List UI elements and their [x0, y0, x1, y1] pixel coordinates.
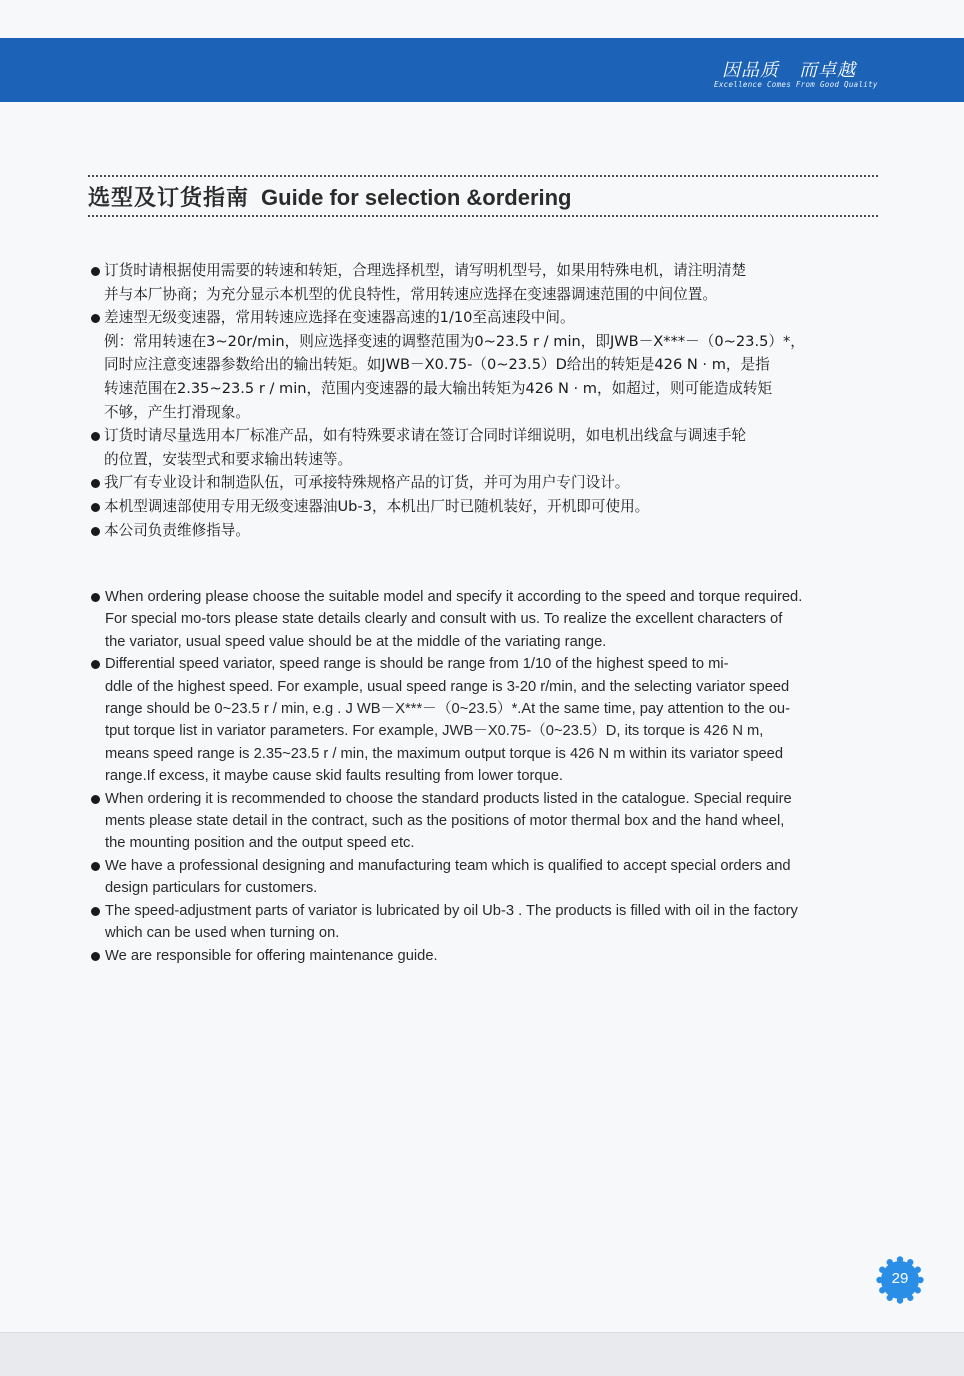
header-slogan-cn: 因品质 而卓越 — [722, 60, 857, 81]
en-guide-line: ments please state detail in the contract, such as the positions of motor thermal box and the hand wheel, — [105, 813, 785, 830]
en-guide-item — [90, 855, 905, 900]
cn-guide-line: 差速型无级变速器，常用转速应选择在变速器高速的1/10至高速段中间。 — [104, 309, 575, 327]
cn-guide-item — [90, 424, 910, 471]
en-guide-item — [90, 586, 905, 653]
en-guide-line: range.If excess, it maybe cause skid faults resulting from lower torque. — [105, 768, 563, 785]
en-guide-line: tput torque list in variator parameters. For example, JWB－X0.75-（0~23.5）D, its torque is 426 N m, — [105, 723, 764, 740]
en-guide-line: the mounting position and the output speed etc. — [105, 835, 415, 852]
en-guide-item — [90, 945, 905, 967]
page-number-badge — [876, 1256, 924, 1304]
cn-guide-line: 订货时请尽量选用本厂标准产品，如有特殊要求请在签订合同时详细说明，如电机出线盒与调速手轮 — [104, 427, 747, 445]
en-guide-line: which can be used when turning on. — [105, 925, 340, 942]
cn-guide-item — [90, 495, 910, 519]
section-title — [88, 181, 572, 212]
cn-guide-item — [90, 306, 910, 424]
en-guide-item — [90, 653, 905, 787]
cn-guide-line: 转速范围在2.35~23.5 r / min，范围内变速器的最大输出转矩为426 N · m，如超过，则可能造成转矩 — [104, 379, 773, 397]
cn-guide-item — [90, 471, 910, 495]
en-guide-line: design particulars for customers. — [105, 880, 318, 897]
page-bottom-edge — [0, 1332, 964, 1376]
page-number: 29 — [891, 1270, 909, 1287]
cn-guide-line: 我厂有专业设计和制造队伍，可承接特殊规格产品的订货，并可为用户专门设计。 — [104, 474, 630, 492]
en-guide-line: the variator, usual speed value should be at the middle of the variating range. — [105, 633, 607, 650]
en-guide-line: When ordering please choose the suitable model and specify it according to the speed and torque required. — [105, 589, 803, 605]
cn-guide-item — [90, 519, 910, 543]
header-slogan-en: Excellence Comes From Good Quality — [714, 80, 878, 89]
cn-guide-line: 本机型调速部使用专用无级变速器油Ub-3，本机出厂时已随机装好，开机即可使用。 — [104, 497, 650, 515]
cn-guide-line: 本公司负责维修指导。 — [104, 521, 250, 539]
cn-guide-line: 同时应注意变速器参数给出的输出转矩。如JWB－X0.75-（0~23.5）D给出的转矩是426 N · m，是指 — [104, 356, 770, 374]
en-guide-item — [90, 900, 905, 945]
en-guide-line: We are responsible for offering maintenance guide. — [105, 947, 438, 964]
en-guide-line: means speed range is 2.35~23.5 r / min, the maximum output torque is 426 N m within its variator speed — [105, 745, 784, 762]
en-guide-line: For special mo-tors please state details clearly and consult with us. To realize the excellent characters of — [105, 611, 783, 628]
en-guide-item — [90, 788, 905, 855]
en-guide-line: We have a professional designing and manufacturing team which is qualified to accept special orders and — [105, 857, 791, 874]
en-guide-line: ddle of the highest speed. For example, usual speed range is 3-20 r/min, and the selecting variator speed — [105, 678, 790, 695]
en-guide-line: range should be 0~23.5 r / min, e.g . J WB－X***－（0~23.5）*.At the same time, pay attention to the ou- — [105, 701, 790, 718]
en-guide-line: The speed-adjustment parts of variator is lubricated by oil Ub-3 . The products is filled with oil in the factory — [105, 902, 798, 919]
en-guide-line: When ordering it is recommended to choose the standard products listed in the catalogue. Special require — [105, 790, 792, 807]
cn-guide-line: 的位置，安装型式和要求输出转速等。 — [104, 450, 353, 468]
en-guide-list — [90, 586, 905, 967]
en-guide-line: Differential speed variator, speed range is should be range from 1/10 of the highest speed to mi- — [105, 656, 729, 673]
cn-guide-line: 并与本厂协商；为充分显示本机型的优良特性，常用转速应选择在变速器调速范围的中间位置。 — [104, 285, 717, 303]
cn-guide-line: 不够，产生打滑现象。 — [104, 403, 250, 421]
title-rule-top — [88, 175, 878, 177]
section-title-en: Guide for selection &ordering — [261, 185, 572, 210]
section-title-cn: 选型及订货指南 — [88, 186, 250, 211]
cn-guide-list — [90, 259, 910, 542]
title-rule-bottom — [88, 215, 878, 217]
cn-guide-line: 例：常用转速在3~20r/min，则应选择变速的调整范围为0~23.5 r / min，即JWB－X***－（0~23.5）*， — [104, 332, 805, 350]
cn-guide-line: 订货时请根据使用需要的转速和转矩，合理选择机型，请写明机型号，如果用特殊电机，请注明清楚 — [104, 262, 747, 279]
cn-guide-item — [90, 259, 910, 306]
